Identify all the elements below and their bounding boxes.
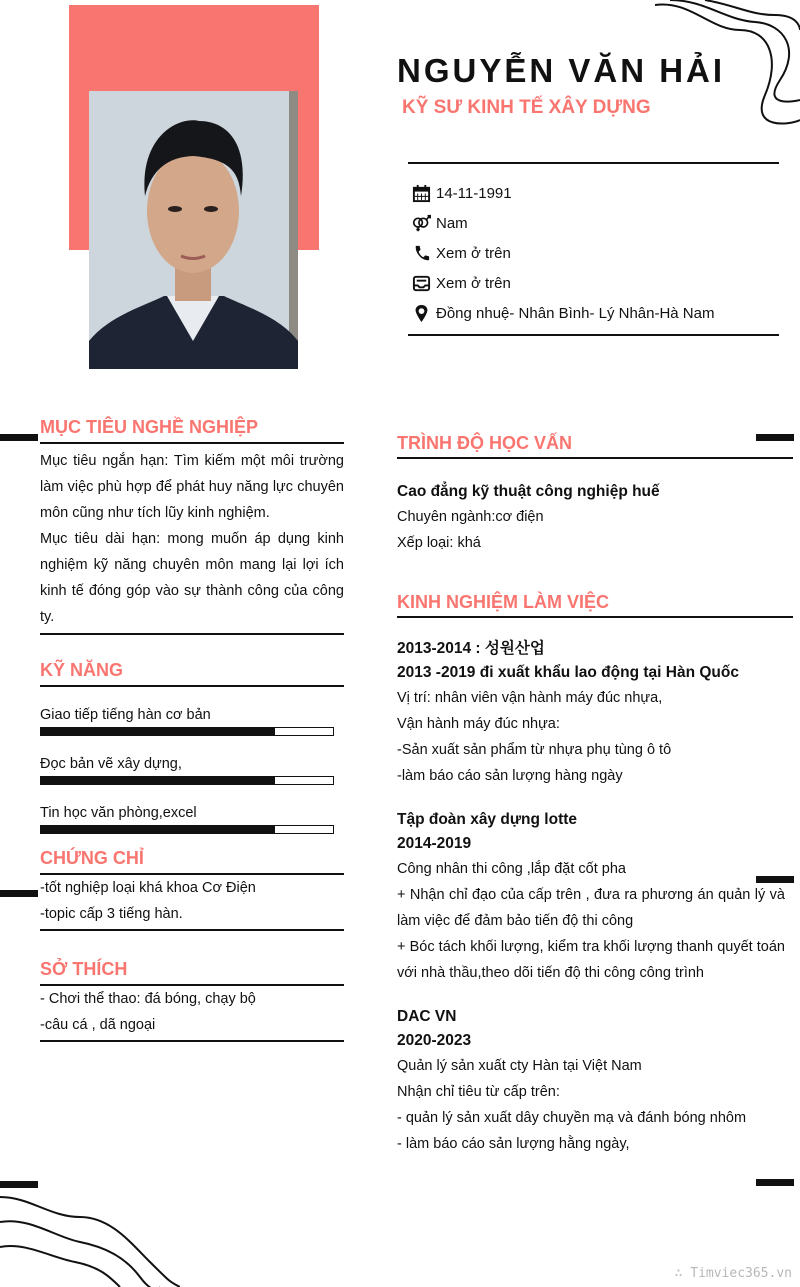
experience-job bbox=[397, 789, 785, 986]
profile-photo bbox=[89, 91, 298, 369]
job-subheading: 2020-2023 bbox=[397, 1032, 472, 1049]
watermark: ∴ Timviec365.vn bbox=[674, 1266, 792, 1281]
email-icon bbox=[412, 273, 436, 293]
skill-label: Giao tiếp tiếng hàn cơ bản bbox=[40, 707, 211, 723]
experience-job bbox=[397, 986, 793, 1157]
job-line: + Nhận chỉ đạo của cấp trên , đưa ra phương án quản lý và làm việc để đảm bảo tiến độ thi công bbox=[397, 887, 785, 929]
certificates-title: CHỨNG CHỈ bbox=[40, 848, 344, 875]
objective-long-term: Mục tiêu dài hạn: mong muốn áp dụng kinh nghiệm kỹ năng chuyên môn mang lại lợi ích kinh tế đóng góp vào sự thành công của công ty. bbox=[40, 531, 344, 625]
certificate-item: -topic cấp 3 tiếng hàn. bbox=[40, 906, 183, 922]
job-line: Công nhân thi công ,lắp đặt cốt pha bbox=[397, 861, 626, 877]
birthday-text: 14-11-1991 bbox=[436, 184, 512, 202]
skill-label: Đọc bản vẽ xây dựng, bbox=[40, 756, 182, 772]
candidate-name: NGUYỄN VĂN HẢI bbox=[397, 52, 726, 89]
contact-phone bbox=[408, 238, 779, 268]
skill-progress-fill bbox=[41, 777, 275, 784]
skill-progress-bar bbox=[40, 727, 334, 736]
job-heading: Tập đoàn xây dựng lotte bbox=[397, 811, 578, 828]
job-line: + Bóc tách khối lượng, kiểm tra khối lượng thanh quyết toán với nhà thầu,theo dõi tiến độ thi công công trình bbox=[397, 939, 785, 981]
wave-decoration-bottom-left bbox=[0, 1187, 180, 1287]
education-grade: Xếp loại: khá bbox=[397, 535, 481, 551]
experience-job bbox=[397, 618, 793, 789]
job-line: Vận hành máy đúc nhựa: bbox=[397, 716, 560, 732]
education-school: Cao đẳng kỹ thuật công nghiệp huế bbox=[397, 483, 660, 500]
skill-label: Tin học văn phòng,excel bbox=[40, 805, 197, 821]
skill-item bbox=[40, 805, 334, 834]
education-major: Chuyên ngành:cơ điện bbox=[397, 509, 544, 525]
skill-progress-fill bbox=[41, 728, 275, 735]
side-bar-decoration bbox=[0, 434, 38, 441]
job-line: Quản lý sản xuất cty Hàn tại Việt Nam bbox=[397, 1058, 642, 1074]
job-subheading: 2014-2019 bbox=[397, 835, 472, 852]
hobbies-section bbox=[40, 959, 344, 1042]
education-section bbox=[397, 433, 793, 556]
side-bar-decoration bbox=[756, 1179, 794, 1186]
contact-birthday bbox=[408, 178, 779, 208]
skill-item bbox=[40, 707, 334, 736]
contact-address bbox=[408, 298, 779, 328]
certificates-body bbox=[40, 875, 344, 931]
hobbies-title: SỞ THÍCH bbox=[40, 959, 344, 986]
skill-progress-bar bbox=[40, 776, 334, 785]
skill-progress-fill bbox=[41, 826, 275, 833]
location-icon bbox=[412, 303, 436, 323]
job-line: -làm báo cáo sản lượng hàng ngày bbox=[397, 768, 623, 784]
job-line: -Sản xuất sản phẩm từ nhựa phụ tùng ô tô bbox=[397, 742, 672, 758]
job-line: Nhận chỉ tiêu từ cấp trên: bbox=[397, 1084, 560, 1100]
contact-gender bbox=[408, 208, 779, 238]
skills-section bbox=[40, 660, 344, 687]
objective-short-term: Mục tiêu ngắn hạn: Tìm kiếm một môi trường làm việc phù hợp để phát huy năng lực chuyên môn cũng như tích lũy kinh nghiệm. bbox=[40, 453, 344, 521]
education-title: TRÌNH ĐỘ HỌC VẤN bbox=[397, 433, 793, 459]
contact-info bbox=[408, 162, 779, 336]
phone-text: Xem ở trên bbox=[436, 244, 511, 262]
side-bar-decoration bbox=[0, 890, 38, 897]
experience-section bbox=[397, 592, 793, 1157]
job-heading: DAC VN bbox=[397, 1008, 457, 1025]
job-subheading: 2013 -2019 đi xuất khẩu lao động tại Hàn Quốc bbox=[397, 664, 739, 681]
hobby-item: - Chơi thể thao: đá bóng, chạy bộ bbox=[40, 991, 256, 1007]
job-line: Vị trí: nhân viên vận hành máy đúc nhựa, bbox=[397, 690, 663, 706]
calendar-icon bbox=[412, 183, 436, 203]
email-text: Xem ở trên bbox=[436, 274, 511, 292]
objective-section bbox=[40, 417, 344, 635]
phone-icon bbox=[412, 243, 436, 263]
side-bar-decoration bbox=[0, 1181, 38, 1188]
skill-progress-bar bbox=[40, 825, 334, 834]
job-line: - làm báo cáo sản lượng hằng ngày, bbox=[397, 1136, 630, 1152]
contact-email bbox=[408, 268, 779, 298]
hobby-item: -câu cá , dã ngoại bbox=[40, 1017, 156, 1033]
skill-item bbox=[40, 756, 334, 785]
gender-icon bbox=[412, 213, 436, 233]
job-line: - quản lý sản xuất dây chuyền mạ và đánh bóng nhôm bbox=[397, 1110, 747, 1126]
skills-title: KỸ NĂNG bbox=[40, 660, 344, 687]
job-heading: 2013-2014 : 성원산업 bbox=[397, 640, 545, 657]
address-text: Đồng nhuệ- Nhân Bình- Lý Nhân-Hà Nam bbox=[436, 304, 715, 322]
certificates-section bbox=[40, 848, 344, 931]
experience-title: KINH NGHIỆM LÀM VIỆC bbox=[397, 592, 793, 618]
objective-title: MỤC TIÊU NGHỀ NGHIỆP bbox=[40, 417, 344, 444]
certificate-item: -tốt nghiệp loại khá khoa Cơ Điện bbox=[40, 880, 256, 896]
job-title: KỸ SƯ KINH TẾ XÂY DỰNG bbox=[402, 97, 651, 118]
objective-body bbox=[40, 444, 344, 635]
education-body bbox=[397, 459, 793, 556]
gender-text: Nam bbox=[436, 214, 468, 232]
hobbies-body bbox=[40, 986, 344, 1042]
